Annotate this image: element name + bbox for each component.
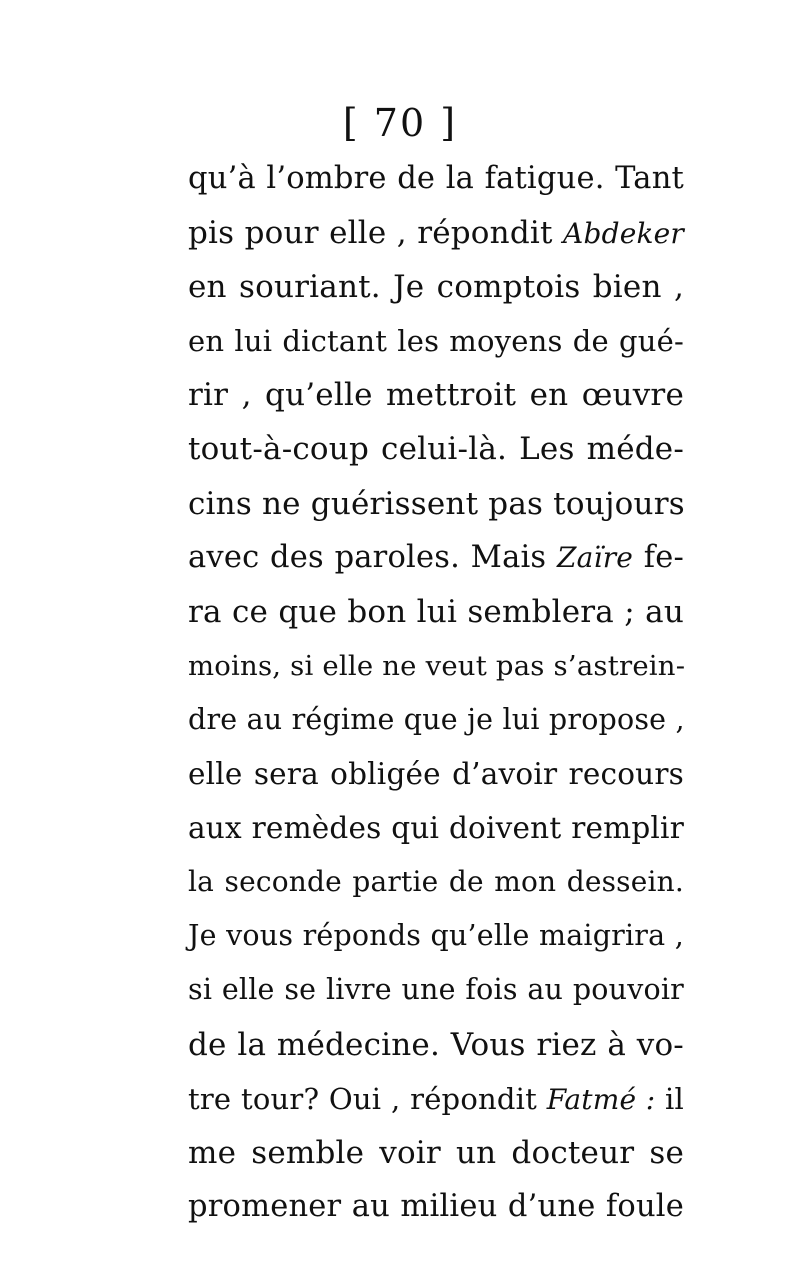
text-line-2: pis pour elle , répondit Abdeker xyxy=(188,215,684,252)
text-line-5: rir , qu’elle mettroit en œuvre xyxy=(188,377,684,414)
text-line-12: elle sera obligée d’avoir recours xyxy=(188,757,684,792)
text-line-14: la seconde partie de mon dessein. xyxy=(188,865,684,899)
text-line-11: dre au régime que je lui propose , xyxy=(188,702,685,736)
text-line-9: ra ce que bon lui semblera ; au xyxy=(188,593,684,630)
text-line-1: qu’à l’ombre de la fatigue. Tant xyxy=(188,161,684,196)
text-line-7: cins ne guérissent pas toujours xyxy=(188,485,685,522)
text-line-10: moins, si elle ne veut pas s’astrein- xyxy=(188,649,686,682)
text-line-3: en souriant. Je comptois bien , xyxy=(188,269,684,306)
text-line-8: avec des paroles. Mais Zaïre fe- xyxy=(188,539,685,575)
text-line-19: me semble voir un docteur se xyxy=(188,1134,684,1171)
text-line-6: tout-à-coup celui-là. Les méde- xyxy=(188,431,684,468)
text-line-15: Je vous réponds qu’elle maigrira , xyxy=(188,919,684,953)
text-line-20: promener au milieu d’une foule xyxy=(188,1188,684,1224)
body-text xyxy=(188,152,684,1234)
text-line-17: de la médecine. Vous riez à vo- xyxy=(188,1026,684,1063)
text-line-4: en lui dictant les moyens de gué- xyxy=(188,324,684,359)
text-line-16: si elle se livre une fois au pouvoir xyxy=(188,973,684,1007)
text-line-18: tre tour? Oui , répondit Fatmé : il xyxy=(188,1081,685,1116)
page-number: [ 70 ] xyxy=(342,101,458,145)
text-line-13: aux remèdes qui doivent remplir xyxy=(188,811,684,846)
